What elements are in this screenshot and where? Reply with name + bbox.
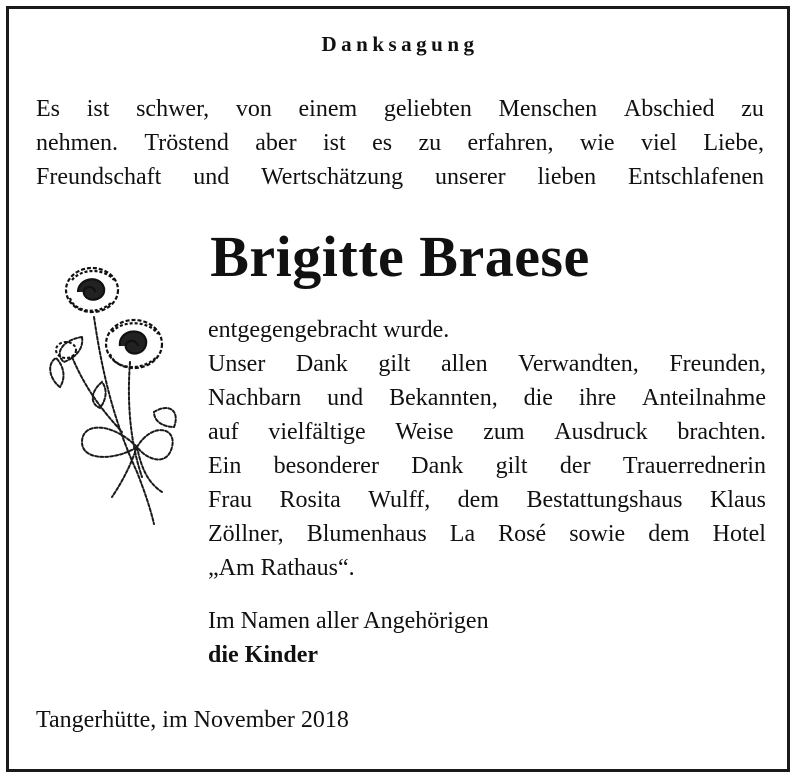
word: einem bbox=[298, 96, 358, 122]
word: besonderer bbox=[273, 453, 379, 479]
word: Dank bbox=[411, 453, 464, 479]
word: Weise bbox=[395, 419, 454, 445]
word: Hotel bbox=[712, 521, 766, 547]
word: allen bbox=[440, 351, 488, 377]
word: und bbox=[327, 385, 364, 411]
word: Abschied bbox=[623, 96, 715, 122]
word: von bbox=[235, 96, 272, 122]
word: Zöllner, bbox=[208, 521, 284, 547]
word: dem bbox=[457, 487, 499, 513]
body-line: „Am Rathaus“. bbox=[208, 555, 355, 581]
word: es bbox=[372, 130, 393, 156]
intro-line bbox=[36, 92, 764, 126]
word: Trauerrednerin bbox=[622, 453, 766, 479]
place-date: Tangerhütte, im November 2018 bbox=[36, 707, 349, 733]
intro-text bbox=[36, 92, 764, 194]
deceased-name: Brigitte Braese bbox=[210, 224, 590, 289]
body-line bbox=[208, 483, 766, 517]
intro-line bbox=[36, 160, 764, 194]
word: Es bbox=[36, 96, 60, 122]
word: vielfältige bbox=[268, 419, 366, 445]
word: Freundschaft bbox=[36, 164, 162, 190]
word: ist bbox=[322, 130, 346, 156]
word: unserer bbox=[434, 164, 506, 190]
word: viel bbox=[640, 130, 677, 156]
word: und bbox=[193, 164, 230, 190]
word: sowie bbox=[569, 521, 626, 547]
word: Bekannten, bbox=[389, 385, 498, 411]
word: erfahren, bbox=[467, 130, 554, 156]
word: Menschen bbox=[498, 96, 598, 122]
word: brachten. bbox=[677, 419, 766, 445]
word: ihre bbox=[578, 385, 617, 411]
word: Bestattungshaus bbox=[526, 487, 683, 513]
notice-heading: Danksagung bbox=[321, 32, 479, 56]
word: Rosita bbox=[279, 487, 341, 513]
word: Nachbarn bbox=[208, 385, 302, 411]
body-line bbox=[208, 347, 766, 381]
word: Liebe, bbox=[703, 130, 764, 156]
body-line bbox=[208, 449, 766, 483]
word: Freunden, bbox=[669, 351, 766, 377]
word: Wertschätzung bbox=[261, 164, 404, 190]
word: Blumenhaus bbox=[306, 521, 427, 547]
word: Dank bbox=[295, 351, 348, 377]
word: wie bbox=[579, 130, 615, 156]
body-line bbox=[208, 517, 766, 551]
word: Anteilnahme bbox=[642, 385, 766, 411]
body-line bbox=[208, 415, 766, 449]
signature-line: Im Namen aller Angehörigen bbox=[208, 608, 489, 634]
word: Frau bbox=[208, 487, 252, 513]
word: zu bbox=[418, 130, 442, 156]
word: Unser bbox=[208, 351, 266, 377]
word: geliebten bbox=[383, 96, 472, 122]
word: schwer, bbox=[136, 96, 210, 122]
word: gilt bbox=[495, 453, 528, 479]
word: Tröstend bbox=[144, 130, 229, 156]
word: auf bbox=[208, 419, 239, 445]
word: dem bbox=[648, 521, 690, 547]
word: La bbox=[449, 521, 476, 547]
roses-icon bbox=[42, 262, 182, 532]
word: Rosé bbox=[498, 521, 547, 547]
word: lieben bbox=[537, 164, 597, 190]
word: der bbox=[559, 453, 591, 479]
body-line: entgegengebracht wurde. bbox=[208, 317, 450, 343]
word: ist bbox=[86, 96, 110, 122]
word: nehmen. bbox=[36, 130, 118, 156]
word: zu bbox=[741, 96, 764, 122]
body-text bbox=[208, 313, 766, 585]
word: Ein bbox=[208, 453, 242, 479]
signature-block bbox=[208, 604, 489, 672]
word: gilt bbox=[378, 351, 411, 377]
word: Wulff, bbox=[368, 487, 431, 513]
body-line bbox=[208, 381, 766, 415]
word: Ausdruck bbox=[554, 419, 648, 445]
intro-line bbox=[36, 126, 764, 160]
signature-signers: die Kinder bbox=[208, 642, 319, 668]
word: Verwandten, bbox=[518, 351, 639, 377]
word: Entschlafenen bbox=[628, 164, 764, 190]
word: die bbox=[523, 385, 553, 411]
word: zum bbox=[483, 419, 525, 445]
word: aber bbox=[255, 130, 297, 156]
word: Klaus bbox=[709, 487, 766, 513]
